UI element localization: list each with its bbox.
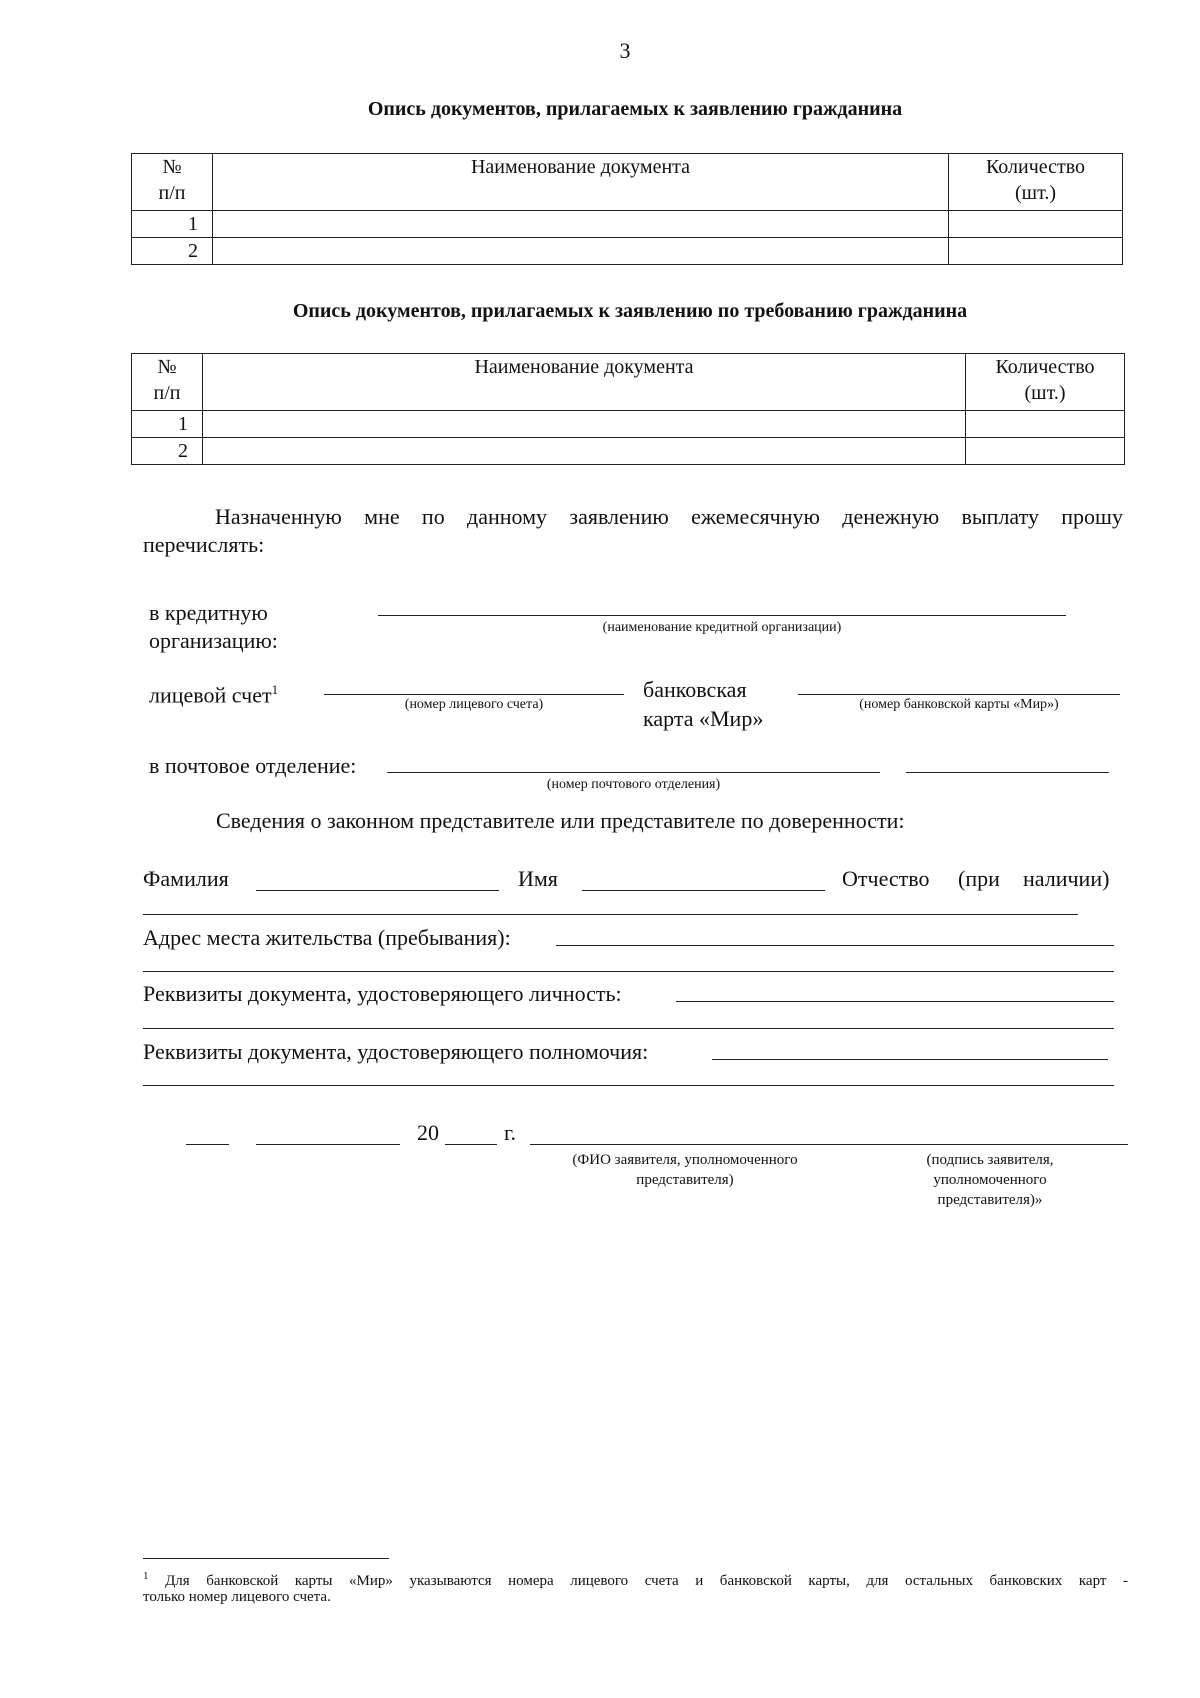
date-day-field[interactable] — [186, 1144, 229, 1145]
post-office-field[interactable] — [387, 772, 880, 773]
account-number-field[interactable] — [324, 694, 624, 695]
row-number: 2 — [132, 438, 203, 465]
fio-signature-field[interactable] — [530, 1144, 1128, 1145]
row-name-cell — [213, 211, 949, 238]
header-qty-line2: (шт.) — [1024, 382, 1066, 404]
header-num-line1: № — [162, 156, 182, 178]
footnote-marker: 1 — [271, 682, 279, 697]
header-num — [132, 154, 213, 211]
credit-org-caption: (наименование кредитной организации) — [602, 620, 842, 635]
authority-doc-field-line2[interactable] — [143, 1085, 1114, 1086]
id-doc-label: Реквизиты документа, удостоверяющего личность: — [143, 981, 622, 1006]
footnote-line2: только номер лицевого счета. — [143, 1589, 331, 1605]
patronymic-note-1: (при — [958, 866, 1000, 891]
row-qty-cell — [966, 438, 1125, 465]
table-row — [132, 438, 1125, 465]
header-qty-line2: (шт.) — [1015, 182, 1056, 204]
section2-table — [131, 353, 1125, 465]
patronymic-label: Отчество — [842, 866, 930, 891]
surname-label: Фамилия — [143, 866, 229, 891]
patronymic-note-2: наличии) — [1023, 866, 1110, 891]
row-number: 2 — [132, 238, 213, 265]
credit-org-label-1: в кредитную — [149, 600, 268, 625]
footnote-separator — [143, 1558, 389, 1559]
patronymic-field[interactable] — [143, 914, 1078, 915]
table-row — [132, 411, 1125, 438]
header-qty — [949, 154, 1123, 211]
payment-intro-line2: перечислять: — [143, 532, 265, 557]
header-num — [132, 354, 203, 411]
row-number: 1 — [132, 411, 203, 438]
sign-caption — [900, 1150, 1080, 1210]
year-prefix: 20 — [417, 1120, 439, 1145]
header-name: Наименование документа — [203, 354, 966, 411]
credit-org-label-2: организацию: — [149, 628, 278, 653]
name-field[interactable] — [582, 890, 825, 891]
table-row — [132, 211, 1123, 238]
footnote-text-line1: Для банковской карты «Мир» указываются номера лицевого счета и банковской карты, для остальных банковских карт - — [165, 1573, 1128, 1589]
representative-heading: Сведения о законном представителе или представителе по доверенности: — [216, 808, 905, 833]
table-header-row — [132, 154, 1123, 211]
card-caption: (номер банковской карты «Мир») — [859, 697, 1059, 712]
address-label: Адрес места жительства (пребывания): — [143, 925, 511, 950]
post-label: в почтовое отделение: — [149, 753, 357, 778]
table-row — [132, 238, 1123, 265]
post-caption: (номер почтового отделения) — [546, 777, 721, 792]
page-number: 3 — [619, 38, 631, 63]
card-label-1: банковская — [643, 677, 747, 702]
sign-caption-line3: представителя)» — [937, 1192, 1043, 1208]
row-name-cell — [203, 411, 966, 438]
header-qty — [966, 354, 1125, 411]
date-year-field[interactable] — [445, 1144, 497, 1145]
credit-org-field[interactable] — [378, 615, 1066, 616]
header-num-line1: № — [157, 356, 177, 378]
account-label — [149, 675, 278, 710]
section1-table — [131, 153, 1123, 265]
header-num-line2: п/п — [158, 182, 186, 204]
payment-intro-text: Назначенную мне по данному заявлению ежемесячную денежную выплату прошу — [215, 504, 1123, 529]
header-qty-line1: Количество — [985, 156, 1086, 178]
header-num-line2: п/п — [153, 382, 181, 404]
fio-caption — [520, 1150, 850, 1190]
date-month-field[interactable] — [256, 1144, 400, 1145]
surname-field[interactable] — [256, 890, 499, 891]
row-name-cell — [213, 238, 949, 265]
id-doc-field-line2[interactable] — [143, 1028, 1114, 1029]
authority-doc-label: Реквизиты документа, удостоверяющего полномочия: — [143, 1039, 649, 1064]
section2-title: Опись документов, прилагаемых к заявлению по требованию гражданина — [292, 300, 968, 322]
name-label: Имя — [518, 866, 558, 891]
row-number: 1 — [132, 211, 213, 238]
id-doc-field[interactable] — [676, 1001, 1114, 1002]
table-header-row — [132, 354, 1125, 411]
header-qty-line1: Количество — [995, 356, 1095, 378]
account-label-text: лицевой счет — [149, 682, 272, 708]
address-field-line2[interactable] — [143, 971, 1114, 972]
post-office-extra-field[interactable] — [906, 772, 1109, 773]
row-qty-cell — [949, 211, 1123, 238]
header-name: Наименование документа — [213, 154, 949, 211]
sign-caption-line2: уполномоченного — [933, 1172, 1047, 1188]
year-suffix: г. — [504, 1120, 517, 1145]
authority-doc-field[interactable] — [712, 1059, 1108, 1060]
sign-caption-line1: (подпись заявителя, — [926, 1152, 1054, 1168]
section1-title: Опись документов, прилагаемых к заявлению гражданина — [367, 98, 903, 120]
address-field[interactable] — [556, 945, 1114, 946]
fio-caption-line1: (ФИО заявителя, уполномоченного — [572, 1152, 798, 1168]
row-qty-cell — [966, 411, 1125, 438]
payment-intro-line1 — [143, 502, 1123, 532]
card-label-2: карта «Мир» — [643, 706, 764, 731]
row-name-cell — [203, 438, 966, 465]
card-number-field[interactable] — [798, 694, 1120, 695]
fio-caption-line2: представителя) — [636, 1172, 734, 1188]
row-qty-cell — [949, 238, 1123, 265]
account-caption: (номер лицевого счета) — [404, 697, 544, 712]
footnote-mark: 1 — [143, 1570, 149, 1582]
